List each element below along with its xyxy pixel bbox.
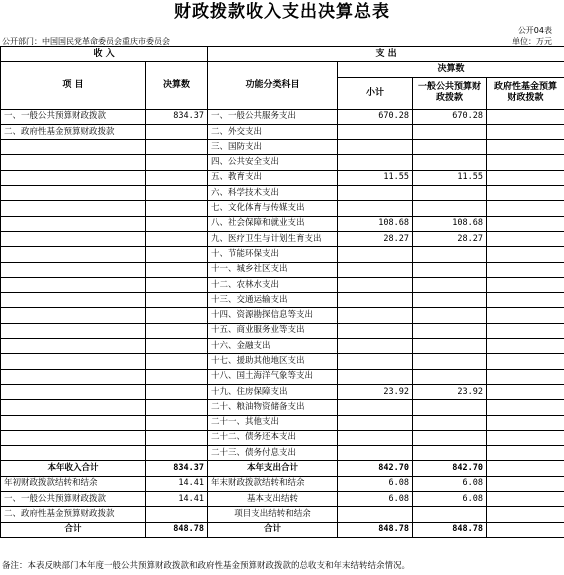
final-amount2-header: 决算数: [338, 62, 564, 77]
empty-cell: [146, 339, 208, 354]
expense-item-label: 八、社会保障和就业支出: [208, 216, 338, 231]
expense-total-general: 842.70: [413, 461, 487, 476]
table-row: [1, 492, 564, 507]
report-title: 财政拨款收入支出决算总表: [174, 2, 390, 22]
expense-fund-value: [487, 186, 564, 201]
expense-item-label: 十三、交通运输支出: [208, 293, 338, 308]
empty-cell: [1, 140, 146, 155]
expense-item-label: 二十三、债务付息支出: [208, 446, 338, 461]
expense-item-label: 一、一般公共服务支出: [208, 109, 338, 124]
empty-cell: [146, 262, 208, 277]
table-row: [1, 400, 564, 415]
expense-item-label: 十、节能环保支出: [208, 247, 338, 262]
fund-budget-header: 政府性基金预算财政拨款: [487, 77, 564, 109]
empty-cell: [146, 354, 208, 369]
expense-subtotal-value: [338, 293, 413, 308]
expense-general-value: [413, 369, 487, 384]
carry-in-label: 年初财政拨款结转和结余: [1, 476, 146, 491]
empty-cell: [487, 461, 564, 476]
sum-general-value: 848.78: [413, 522, 487, 537]
table-row: [1, 461, 564, 476]
empty-cell: [338, 507, 413, 522]
empty-cell: [1, 323, 146, 338]
empty-cell: [1, 446, 146, 461]
carry-in-fund-label: 二、政府性基金预算财政拨款: [1, 507, 146, 522]
expense-fund-value: [487, 308, 564, 323]
expense-fund-value: [487, 415, 564, 430]
table-row: [1, 186, 564, 201]
expense-item-label: 七、文化体育与传媒支出: [208, 201, 338, 216]
expense-subtotal-value: 670.28: [338, 109, 413, 124]
carry-in-general-value: 14.41: [146, 492, 208, 507]
form-code: 公开04表: [517, 26, 552, 35]
empty-cell: [1, 155, 146, 170]
expense-subtotal-value: [338, 155, 413, 170]
expense-item-label: 六、科学技术支出: [208, 186, 338, 201]
empty-cell: [146, 446, 208, 461]
expense-general-value: 23.92: [413, 384, 487, 399]
sum-income-value: 848.78: [146, 522, 208, 537]
table-row: [1, 369, 564, 384]
expense-subtotal-value: [338, 201, 413, 216]
carry-out-label: 年末财政拨款结转和结余: [208, 476, 338, 491]
expense-subtotal-value: [338, 430, 413, 445]
expense-item-label: 二十一、其他支出: [208, 415, 338, 430]
expense-subtotal-value: 108.68: [338, 216, 413, 231]
table-row: [1, 201, 564, 216]
basic-carry-subtotal: 6.08: [338, 492, 413, 507]
budget-table: [0, 46, 564, 538]
empty-cell: [146, 507, 208, 522]
expense-subtotal-value: [338, 446, 413, 461]
sum-subtotal-value: 848.78: [338, 522, 413, 537]
empty-cell: [1, 430, 146, 445]
expense-fund-value: [487, 201, 564, 216]
expense-fund-value: [487, 247, 564, 262]
empty-cell: [1, 201, 146, 216]
table-row: [1, 170, 564, 185]
empty-cell: [487, 522, 564, 537]
department-label: 公开部门：中国国民党革命委员会重庆市委员会: [2, 37, 170, 46]
expense-fund-value: [487, 170, 564, 185]
carry-out-general: 6.08: [413, 476, 487, 491]
income-item-value: [146, 124, 208, 139]
empty-cell: [1, 308, 146, 323]
table-row: [1, 384, 564, 399]
table-row: [1, 339, 564, 354]
table-row: [1, 247, 564, 262]
expense-total-label: 本年支出合计: [208, 461, 338, 476]
empty-cell: [1, 354, 146, 369]
expense-item-label: 二、外交支出: [208, 124, 338, 139]
table-row: [1, 323, 564, 338]
empty-cell: [487, 476, 564, 491]
expense-subtotal-value: [338, 277, 413, 292]
table-row: [1, 430, 564, 445]
empty-cell: [146, 384, 208, 399]
expense-fund-value: [487, 231, 564, 246]
expense-fund-value: [487, 384, 564, 399]
empty-cell: [146, 216, 208, 231]
expense-subtotal-value: 28.27: [338, 231, 413, 246]
basic-carry-general: 6.08: [413, 492, 487, 507]
expense-subtotal-value: [338, 140, 413, 155]
expense-subtotal-value: [338, 354, 413, 369]
carry-in-value: 14.41: [146, 476, 208, 491]
expense-fund-value: [487, 293, 564, 308]
expense-header: 支 出: [208, 47, 564, 62]
empty-cell: [146, 308, 208, 323]
expense-fund-value: [487, 124, 564, 139]
expense-subtotal-value: [338, 308, 413, 323]
empty-cell: [146, 186, 208, 201]
empty-cell: [146, 323, 208, 338]
empty-cell: [146, 430, 208, 445]
general-budget-header: 一般公共预算财政拨款: [413, 77, 487, 109]
empty-cell: [146, 140, 208, 155]
empty-cell: [1, 293, 146, 308]
expense-item-label: 十八、国土海洋气象等支出: [208, 369, 338, 384]
expense-fund-value: [487, 277, 564, 292]
empty-cell: [146, 369, 208, 384]
expense-general-value: [413, 186, 487, 201]
table-row: [1, 124, 564, 139]
expense-general-value: [413, 354, 487, 369]
expense-fund-value: [487, 109, 564, 124]
expense-fund-value: [487, 354, 564, 369]
income-item-label: 二、政府性基金预算财政拨款: [1, 124, 146, 139]
expense-item-label: 十一、城乡社区支出: [208, 262, 338, 277]
empty-cell: [146, 400, 208, 415]
item-header: 项 目: [1, 62, 146, 109]
income-total-label: 本年收入合计: [1, 461, 146, 476]
expense-total-subtotal: 842.70: [338, 461, 413, 476]
carry-in-general-label: 一、一般公共预算财政拨款: [1, 492, 146, 507]
empty-cell: [1, 384, 146, 399]
expense-general-value: [413, 339, 487, 354]
empty-cell: [1, 369, 146, 384]
expense-general-value: [413, 430, 487, 445]
empty-cell: [146, 231, 208, 246]
income-total-value: 834.37: [146, 461, 208, 476]
table-row: [1, 308, 564, 323]
expense-subtotal-value: [338, 124, 413, 139]
table-row: [1, 415, 564, 430]
table-row: [1, 293, 564, 308]
final-amount-header: 决算数: [146, 62, 208, 109]
table-row: [1, 446, 564, 461]
expense-item-label: 十七、援助其他地区支出: [208, 354, 338, 369]
table-row: [1, 231, 564, 246]
expense-subtotal-value: [338, 369, 413, 384]
empty-cell: [487, 492, 564, 507]
expense-subtotal-value: 23.92: [338, 384, 413, 399]
expense-item-label: 二十、粮油物资储备支出: [208, 400, 338, 415]
empty-cell: [487, 507, 564, 522]
table-row: [1, 216, 564, 231]
table-row: [1, 109, 564, 124]
expense-fund-value: [487, 155, 564, 170]
expense-fund-value: [487, 446, 564, 461]
income-header: 收 入: [1, 47, 208, 62]
func-class-header: 功能分类科目: [208, 62, 338, 109]
expense-general-value: 670.28: [413, 109, 487, 124]
expense-general-value: 11.55: [413, 170, 487, 185]
expense-fund-value: [487, 400, 564, 415]
expense-item-label: 五、教育支出: [208, 170, 338, 185]
expense-general-value: [413, 415, 487, 430]
table-row: [1, 140, 564, 155]
expense-item-label: 十六、金融支出: [208, 339, 338, 354]
empty-cell: [146, 293, 208, 308]
empty-cell: [413, 507, 487, 522]
empty-cell: [146, 277, 208, 292]
expense-fund-value: [487, 140, 564, 155]
table-row: [1, 522, 564, 537]
table-row: [1, 262, 564, 277]
empty-cell: [1, 186, 146, 201]
expense-general-value: [413, 293, 487, 308]
table-row: [1, 354, 564, 369]
expense-general-value: [413, 446, 487, 461]
table-row: [1, 507, 564, 522]
expense-general-value: [413, 308, 487, 323]
expense-fund-value: [487, 323, 564, 338]
empty-cell: [146, 201, 208, 216]
table-row: [1, 476, 564, 491]
expense-item-label: 四、公共安全支出: [208, 155, 338, 170]
empty-cell: [1, 170, 146, 185]
expense-general-value: [413, 140, 487, 155]
empty-cell: [1, 231, 146, 246]
expense-subtotal-value: [338, 186, 413, 201]
empty-cell: [1, 247, 146, 262]
expense-general-value: [413, 124, 487, 139]
expense-fund-value: [487, 369, 564, 384]
expense-fund-value: [487, 339, 564, 354]
empty-cell: [1, 277, 146, 292]
expense-general-value: 108.68: [413, 216, 487, 231]
expense-item-label: 十四、资源勘探信息等支出: [208, 308, 338, 323]
table-row: [1, 277, 564, 292]
expense-general-value: [413, 247, 487, 262]
expense-general-value: [413, 262, 487, 277]
carry-out-subtotal: 6.08: [338, 476, 413, 491]
expense-subtotal-value: [338, 247, 413, 262]
expense-item-label: 十二、农林水支出: [208, 277, 338, 292]
sum-label: 合计: [1, 522, 146, 537]
project-carry-label: 项目支出结转和结余: [208, 507, 338, 522]
expense-general-value: [413, 155, 487, 170]
empty-cell: [1, 339, 146, 354]
basic-carry-label: 基本支出结转: [208, 492, 338, 507]
expense-subtotal-value: [338, 400, 413, 415]
expense-item-label: 九、医疗卫生与计划生育支出: [208, 231, 338, 246]
empty-cell: [146, 247, 208, 262]
empty-cell: [146, 155, 208, 170]
expense-fund-value: [487, 430, 564, 445]
empty-cell: [1, 415, 146, 430]
empty-cell: [1, 262, 146, 277]
expense-subtotal-value: [338, 339, 413, 354]
empty-cell: [1, 400, 146, 415]
expense-item-label: 十五、商业服务业等支出: [208, 323, 338, 338]
expense-fund-value: [487, 216, 564, 231]
expense-subtotal-value: [338, 262, 413, 277]
expense-item-label: 三、国防支出: [208, 140, 338, 155]
footnote: 备注：本表反映部门本年度一般公共预算财政拨款和政府性基金预算财政拨款的总收支和年末结转结余情况。: [2, 561, 411, 571]
empty-cell: [1, 216, 146, 231]
expense-general-value: [413, 277, 487, 292]
subtotal-header: 小计: [338, 77, 413, 109]
income-item-label: 一、一般公共预算财政拨款: [1, 109, 146, 124]
expense-fund-value: [487, 262, 564, 277]
income-item-value: 834.37: [146, 109, 208, 124]
empty-cell: [146, 170, 208, 185]
expense-general-value: 28.27: [413, 231, 487, 246]
sum-label-2: 合计: [208, 522, 338, 537]
expense-subtotal-value: 11.55: [338, 170, 413, 185]
unit-label: 单位：万元: [512, 37, 552, 46]
expense-subtotal-value: [338, 323, 413, 338]
expense-subtotal-value: [338, 415, 413, 430]
expense-general-value: [413, 323, 487, 338]
table-row: [1, 155, 564, 170]
expense-item-label: 二十二、债务还本支出: [208, 430, 338, 445]
expense-item-label: 十九、住房保障支出: [208, 384, 338, 399]
expense-general-value: [413, 400, 487, 415]
expense-general-value: [413, 201, 487, 216]
empty-cell: [146, 415, 208, 430]
